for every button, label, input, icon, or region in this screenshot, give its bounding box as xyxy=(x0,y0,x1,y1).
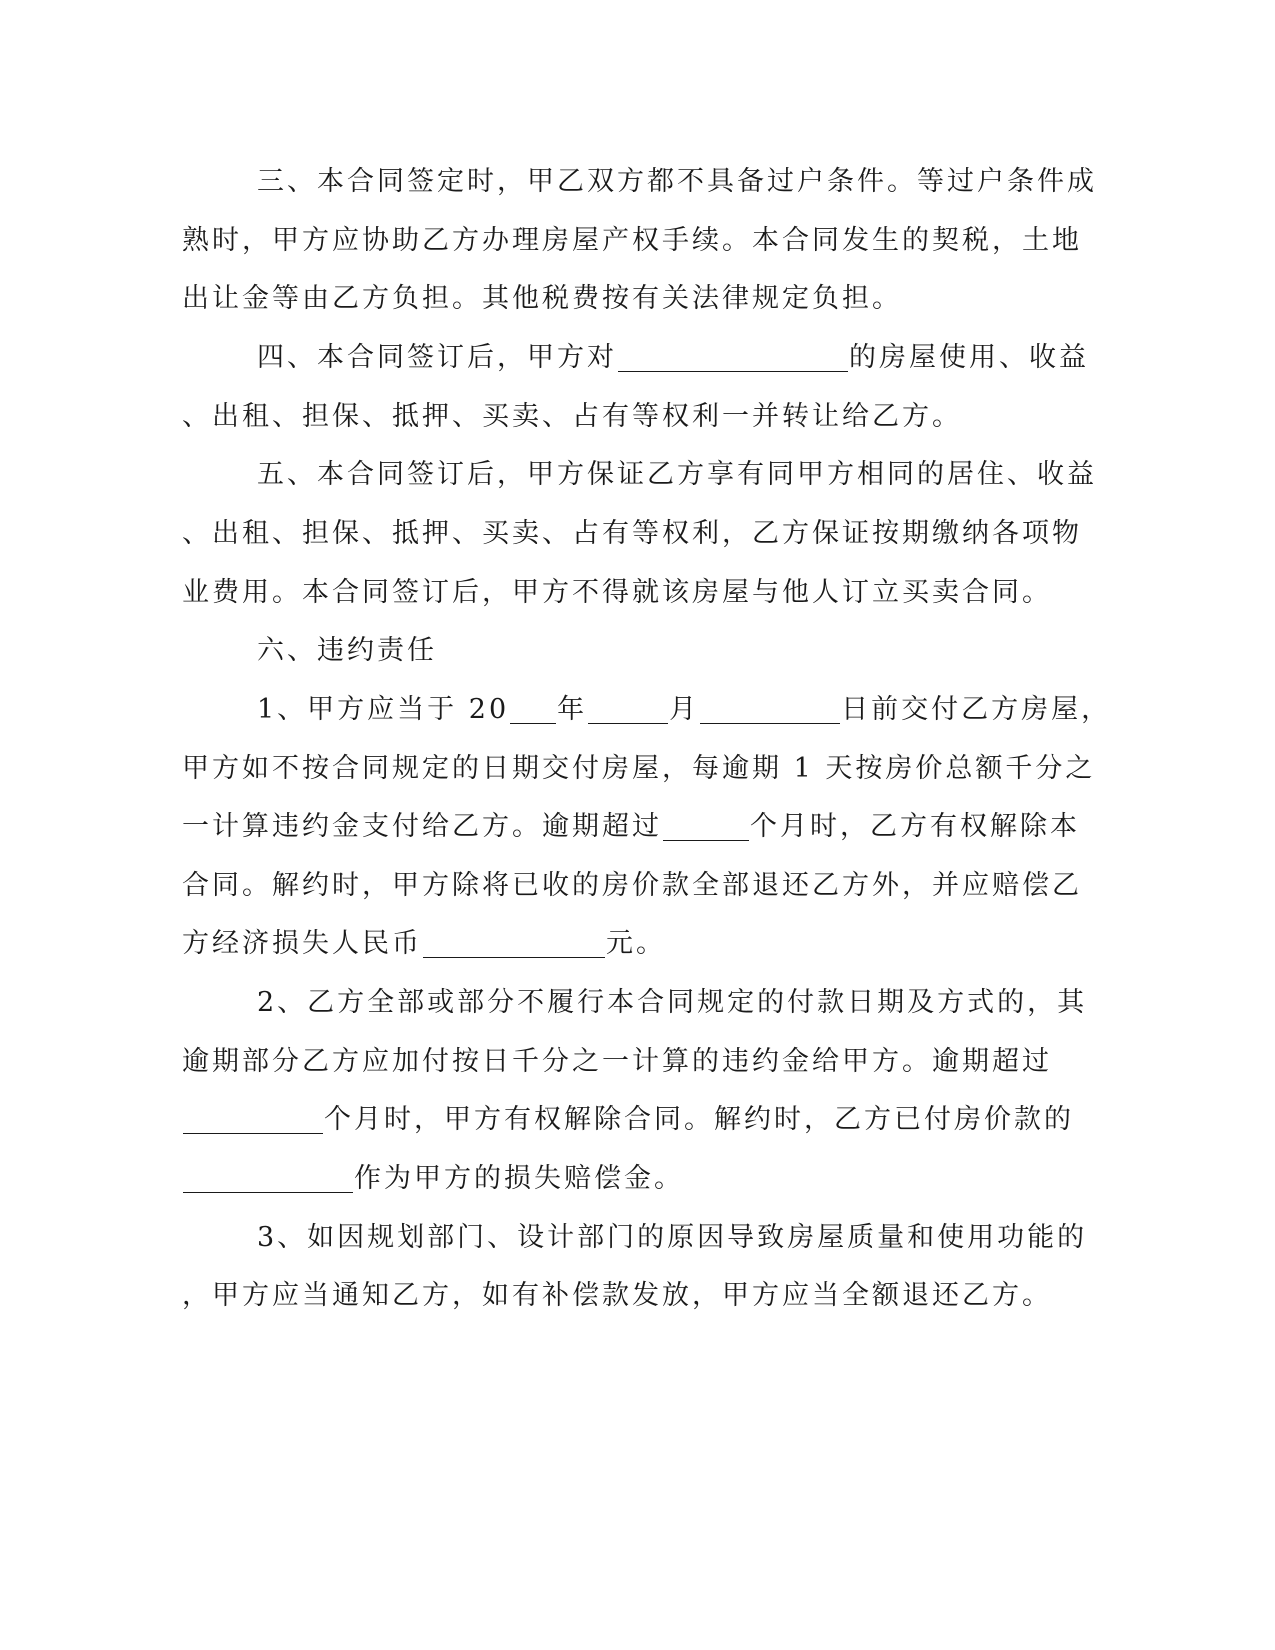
overdue-months-blank-2 xyxy=(183,1106,323,1134)
item-3-line-2: ，甲方应当通知乙方，如有补偿款发放，甲方应当全额退还乙方。 xyxy=(182,1280,1052,1311)
item-2-text-3: 个月时，甲方有权解除合同。解约时，乙方已付房价款的 xyxy=(324,1104,1074,1135)
item-1-text-a: 1、甲方应当于 20 xyxy=(257,694,510,725)
item-1-line-1 xyxy=(257,690,1137,730)
item-1-text-3a: 一计算违约金支付给乙方。逾期超过 xyxy=(182,811,662,842)
clause-3-line-1: 三、本合同签定时，甲乙双方都不具备过户条件。等过户条件成 xyxy=(257,166,1097,197)
item-1-line-3 xyxy=(182,807,1080,847)
compensation-amount-blank xyxy=(423,930,605,958)
item-3-line-1: 3、如因规划部门、设计部门的原因导致房屋质量和使用功能的 xyxy=(257,1222,1088,1253)
month-blank xyxy=(588,696,668,724)
clause-5-line-2: 、出租、担保、抵押、买卖、占有等权利，乙方保证按期缴纳各项物 xyxy=(182,518,1082,549)
item-1-text-d: 日前交付乙方房屋， xyxy=(841,694,1112,725)
clause-6-heading: 六、违约责任 xyxy=(257,635,437,666)
item-2-line-1: 2、乙方全部或部分不履行本合同规定的付款日期及方式的，其 xyxy=(257,987,1088,1018)
clause-5-line-3: 业费用。本合同签订后，甲方不得就该房屋与他人订立买卖合同。 xyxy=(182,577,1052,608)
item-1-text-5b: 元。 xyxy=(606,928,666,959)
item-1-text-b: 年 xyxy=(557,694,588,725)
item-2-line-3 xyxy=(182,1100,1074,1140)
clause-3-line-3: 出让金等由乙方负担。其他税费按有关法律规定负担。 xyxy=(182,283,902,314)
item-2-line-4 xyxy=(182,1159,1062,1199)
clause-3-line-2: 熟时，甲方应协助乙方办理房屋产权手续。本合同发生的契税，土地 xyxy=(182,225,1082,256)
item-1-line-2: 甲方如不按合同规定的日期交付房屋，每逾期 1 天按房价总额千分之 xyxy=(182,753,1096,784)
clause-4-text-b: 的房屋使用、收益 xyxy=(849,342,1089,373)
clause-4-text-a: 四、本合同签订后，甲方对 xyxy=(257,342,617,373)
penalty-blank xyxy=(183,1165,353,1193)
item-1-line-4: 合同。解约时，甲方除将已收的房价款全部退还乙方外，并应赔偿乙 xyxy=(182,870,1082,901)
year-blank xyxy=(510,696,556,724)
clause-5-line-1: 五、本合同签订后，甲方保证乙方享有同甲方相同的居住、收益 xyxy=(257,459,1097,490)
clause-4-line-1 xyxy=(257,338,1137,378)
item-2-text-4: 作为甲方的损失赔偿金。 xyxy=(354,1163,684,1194)
item-1-text-c: 月 xyxy=(669,694,700,725)
clause-4-line-2: 、出租、担保、抵押、买卖、占有等权利一并转让给乙方。 xyxy=(182,401,962,432)
item-1-text-5a: 方经济损失人民币 xyxy=(182,928,422,959)
overdue-months-blank xyxy=(663,813,749,841)
day-blank xyxy=(700,696,840,724)
item-1-line-5 xyxy=(182,924,1062,964)
item-1-text-3b: 个月时，乙方有权解除本 xyxy=(750,811,1080,842)
item-2-line-2: 逾期部分乙方应加付按日千分之一计算的违约金给甲方。逾期超过 xyxy=(182,1046,1052,1077)
property-blank xyxy=(618,344,848,372)
